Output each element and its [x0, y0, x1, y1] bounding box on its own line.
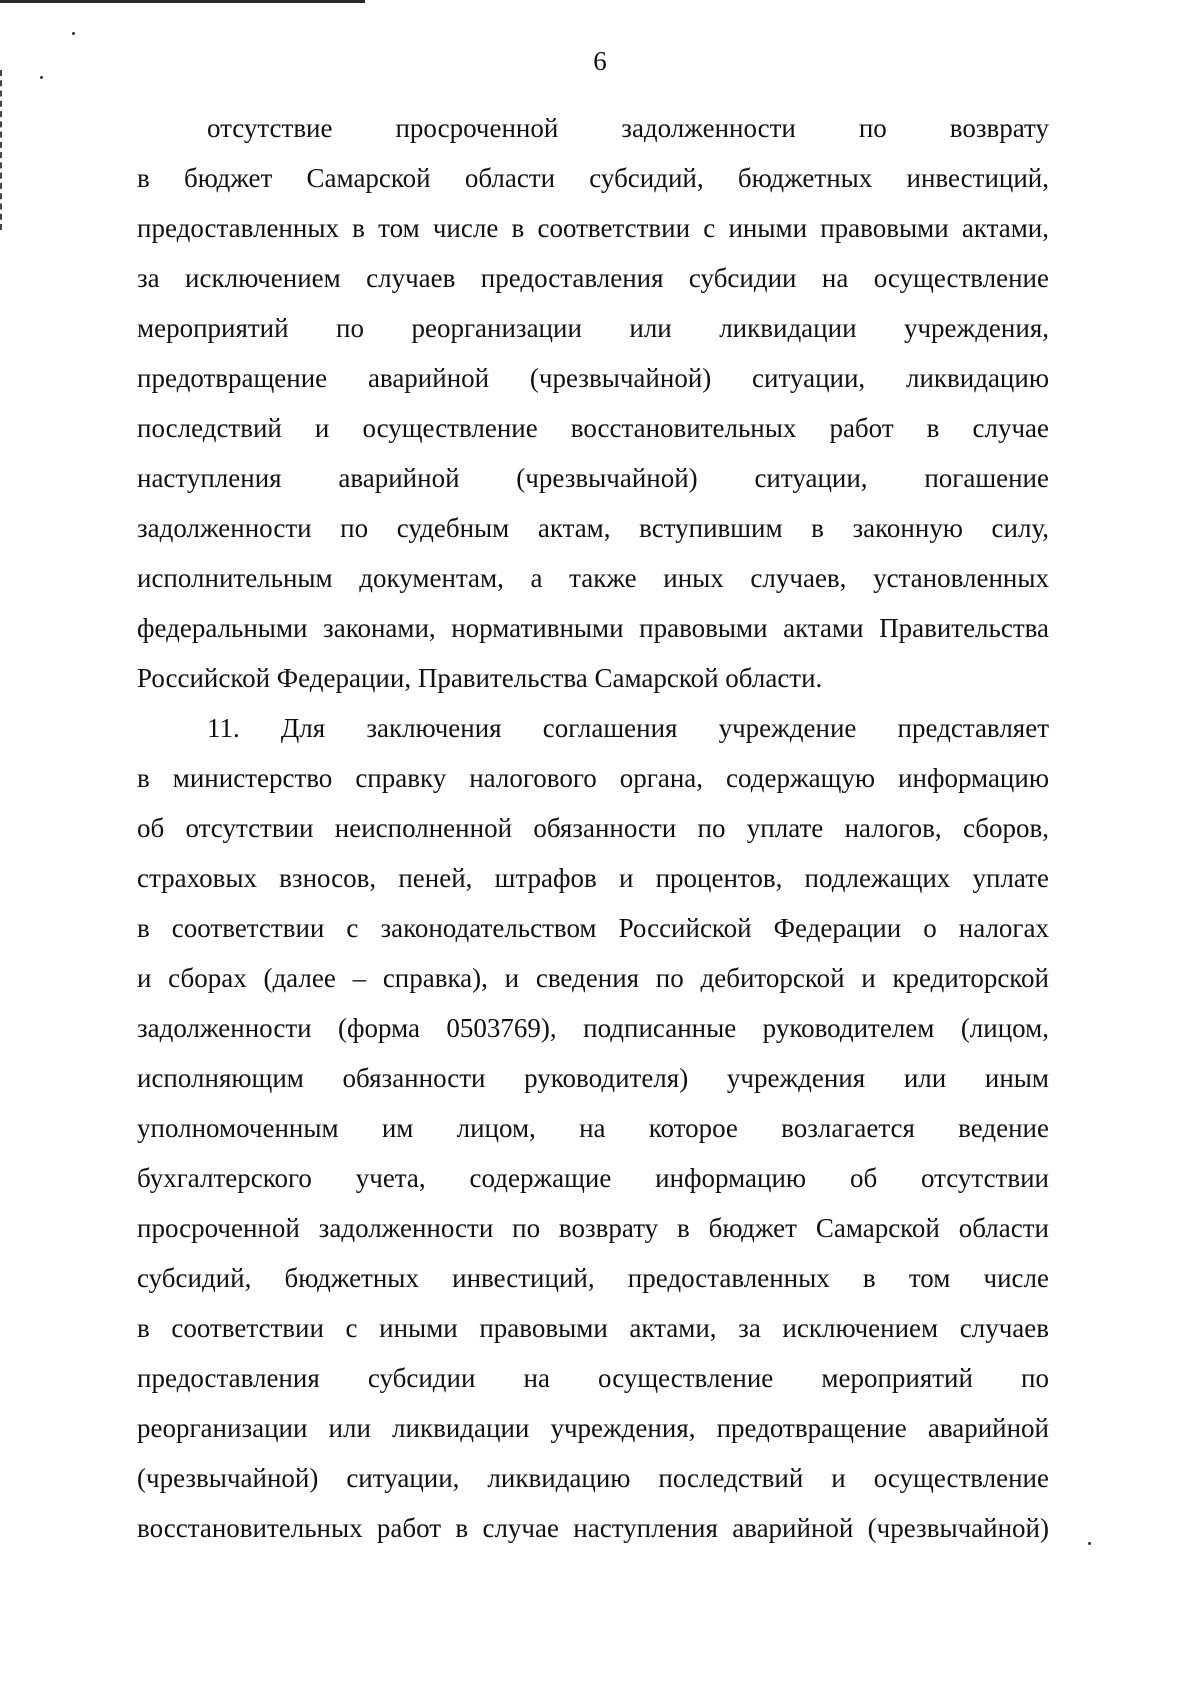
text-line: в соответствии с иными правовыми актами, за исключением случаев [137, 1313, 1049, 1343]
text-line: федеральными законами, нормативными правовыми актами Правительства [137, 613, 1049, 643]
text-line: (чрезвычайной) ситуации, ликвидацию последствий и осуществление [137, 1463, 1049, 1493]
text-line: в соответствии с законодательством Российской Федерации о налогах [137, 913, 1049, 943]
text-line: реорганизации или ликвидации учреждения, предотвращение аварийной [137, 1413, 1049, 1443]
text-line: исполнительным документам, а также иных случаев, установленных [137, 563, 1049, 593]
text-line: в министерство справку налогового органа, содержащую информацию [137, 763, 1049, 793]
text-line: страховых взносов, пеней, штрафов и процентов, подлежащих уплате [137, 863, 1049, 893]
text-line: отсутствие просроченной задолженности по возврату [207, 113, 1049, 143]
scan-edge-line [0, 0, 365, 3]
scan-speck [72, 32, 75, 35]
page-number: 6 [593, 46, 607, 76]
text-line: Российской Федерации, Правительства Самарской области. [137, 663, 823, 693]
text-line: последствий и осуществление восстановительных работ в случае [137, 413, 1049, 443]
text-line: задолженности (форма 0503769), подписанные руководителем (лицом, [137, 1013, 1049, 1043]
text-line: за исключением случаев предоставления субсидии на осуществление [137, 263, 1049, 293]
text-line: предоставленных в том числе в соответствии с иными правовыми актами, [137, 213, 1049, 243]
text-line: наступления аварийной (чрезвычайной) ситуации, погашение [137, 463, 1049, 493]
paragraph-item-11 [137, 703, 1049, 1553]
text-line: задолженности по судебным актам, вступившим в законную силу, [137, 513, 1049, 543]
body-text [137, 103, 1049, 1553]
text-line: предотвращение аварийной (чрезвычайной) ситуации, ликвидацию [137, 363, 1049, 393]
text-line: просроченной задолженности по возврату в бюджет Самарской области [137, 1213, 1049, 1243]
text-line: бухгалтерского учета, содержащие информацию об отсутствии [137, 1163, 1049, 1193]
text-line: исполняющим обязанности руководителя) учреждения или иным [137, 1063, 1049, 1093]
text-line: и сборах (далее – справка), и сведения по дебиторской и кредиторской [137, 963, 1049, 993]
text-line: субсидий, бюджетных инвестиций, предоставленных в том числе [137, 1263, 1049, 1293]
text-line: уполномоченным им лицом, на которое возлагается ведение [137, 1113, 1049, 1143]
text-line: в бюджет Самарской области субсидий, бюджетных инвестиций, [137, 163, 1049, 193]
text-line: мероприятий по реорганизации или ликвидации учреждения, [137, 313, 1049, 343]
text-line: предоставления субсидии на осуществление мероприятий по [137, 1363, 1049, 1393]
text-line: восстановительных работ в случае наступления аварийной (чрезвычайной) [137, 1513, 1049, 1543]
scan-binding-marks [0, 70, 6, 230]
scan-speck [1088, 1542, 1091, 1545]
text-line: 11. Для заключения соглашения учреждение представляет [207, 713, 1049, 743]
paragraph-continuation [137, 103, 1049, 703]
text-line: об отсутствии неисполненной обязанности по уплате налогов, сборов, [137, 813, 1049, 843]
